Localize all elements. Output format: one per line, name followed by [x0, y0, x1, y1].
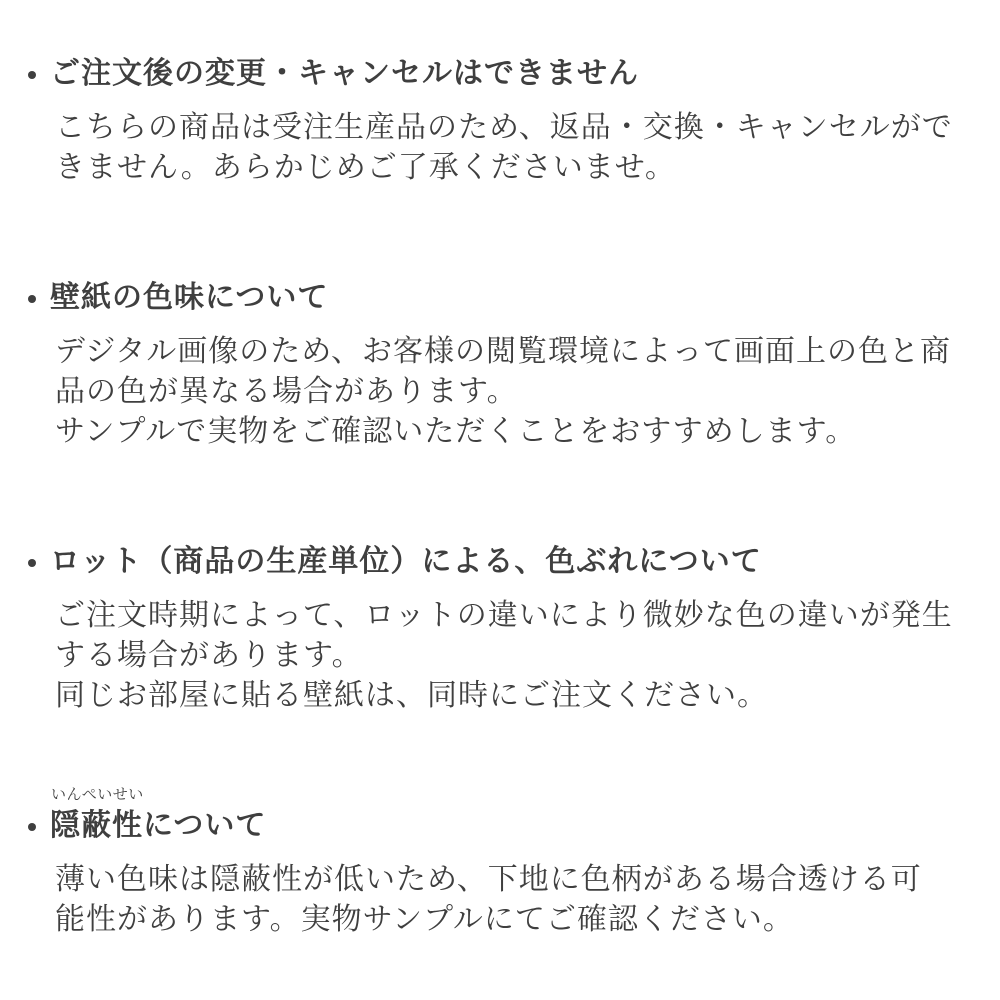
- notice-section-order-change: [28, 56, 972, 188]
- body-line: する場合があります。: [55, 639, 363, 672]
- body-line: デジタル画像のため、お客様の閲覧環境によって画面上の色と商: [55, 335, 951, 368]
- section-body: [55, 108, 972, 188]
- section-heading: ロット（商品の生産単位）による、色ぶれについて: [50, 545, 762, 578]
- section-heading: 壁紙の色味について: [50, 281, 329, 314]
- heading-row: [28, 56, 972, 92]
- section-body: [55, 332, 972, 452]
- body-line: 能性があります。実物サンプルにてご確認ください。: [55, 903, 794, 936]
- notice-section-wallpaper-color: [28, 280, 972, 452]
- body-line: こちらの商品は受注生産品のため、返品・交換・キャンセルがで: [55, 111, 953, 144]
- heading-row: [28, 544, 972, 580]
- body-line: 同じお部屋に貼る壁紙は、同時にご注文ください。: [55, 679, 768, 712]
- furigana-label: いんぺいせい: [51, 786, 144, 803]
- heading-ruby-base: 隠蔽性: [50, 809, 143, 842]
- bullet-icon: [28, 559, 36, 567]
- notice-section-lot-color-variation: [28, 544, 972, 716]
- body-line: 薄い色味は隠蔽性が低いため、下地に色柄がある場合透ける可: [55, 863, 922, 896]
- section-heading: [50, 786, 267, 844]
- body-line: ご注文時期によって、ロットの違いにより微妙な色の違いが発生: [55, 599, 953, 632]
- heading-row: [28, 786, 972, 844]
- ruby-wrap: [50, 786, 144, 844]
- body-line: 品の色が異なる場合があります。: [55, 375, 518, 408]
- heading-row: [28, 280, 972, 316]
- bullet-icon: [28, 295, 36, 303]
- body-line: きません。あらかじめご了承くださいませ。: [55, 151, 676, 184]
- notice-section-opacity: [28, 786, 972, 940]
- bullet-icon: [28, 71, 36, 79]
- bullet-icon: [28, 823, 36, 831]
- body-line: サンプルで実物をご確認いただくことをおすすめします。: [55, 415, 857, 448]
- heading-suffix: について: [143, 809, 267, 842]
- section-body: [55, 596, 972, 716]
- section-heading: ご注文後の変更・キャンセルはできません: [50, 57, 639, 90]
- section-body: [55, 860, 972, 940]
